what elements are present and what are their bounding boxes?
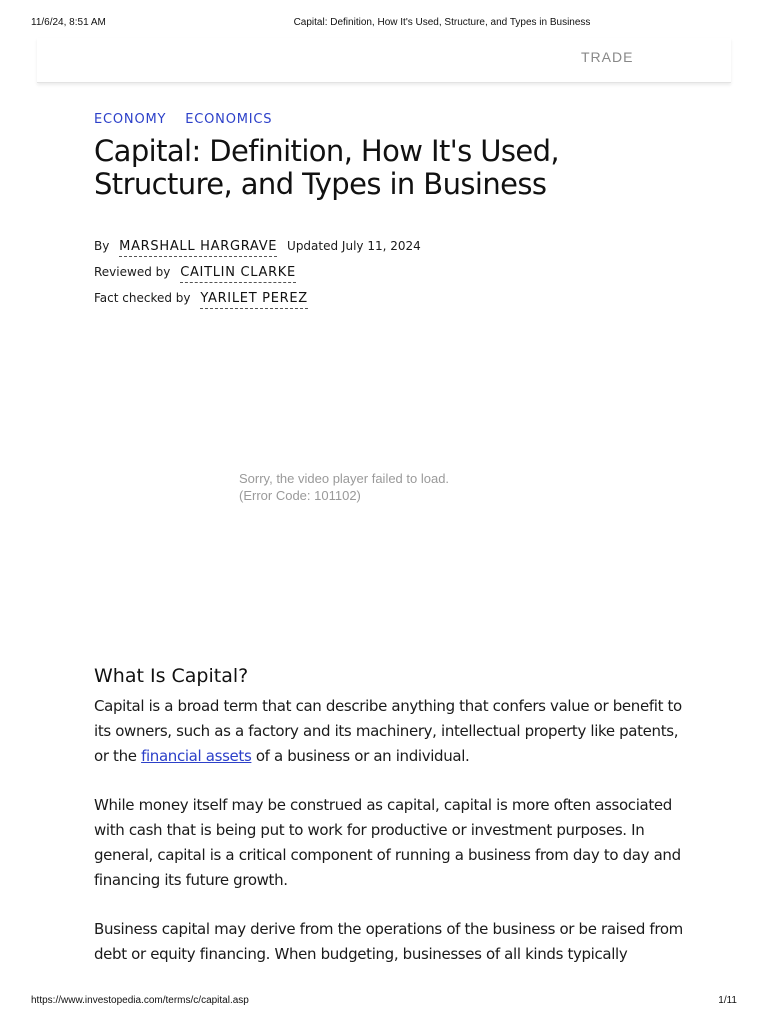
paragraph-2: While money itself may be construed as capital, capital is more often associated with cash that is being put to work for productive or investment purposes. In general, capital is a critical component of running a business from day to day and financing its future growth. [94,796,681,889]
fact-checker-link[interactable]: YARILET PEREZ [200,291,308,309]
reviewed-by-label: Reviewed by [94,265,171,279]
print-datetime: 11/6/24, 8:51 AM [31,17,106,28]
by-label: By [94,239,110,253]
article-tags [94,111,272,129]
print-page-number: 1/11 [718,995,737,1006]
print-header [0,17,768,31]
financial-assets-link[interactable]: financial assets [141,747,252,765]
site-top-bar [37,38,731,83]
tag-economy[interactable]: ECONOMY [94,112,167,127]
print-document-title: Capital: Definition, How It's Used, Structure, and Types in Business [293,17,591,28]
updated-date: Updated July 11, 2024 [287,239,421,253]
video-error-line: Sorry, the video player failed to load. [239,471,450,486]
byline-fact-checker-row [94,289,308,308]
byline-reviewer-row [94,263,296,282]
print-url: https://www.investopedia.com/terms/c/capital.asp [31,995,249,1006]
paragraph-1-text-b: of a business or an individual. [251,747,470,765]
reviewer-link[interactable]: CAITLIN CLARKE [180,265,296,283]
paragraph-1-text-a: Capital is a broad term that can describe anything that confers value or benefit to its owners, such as a factory and its machinery, intellectual property like patents, or the [94,697,682,765]
video-error-code: (Error Code: 101102) [239,488,361,503]
section-heading: What Is Capital? [94,665,249,687]
video-error-message [239,470,449,504]
author-link[interactable]: MARSHALL HARGRAVE [119,239,277,257]
video-player[interactable] [94,322,674,652]
tag-economics[interactable]: ECONOMICS [185,112,273,127]
paragraph-1 [94,694,684,769]
byline-author-row [94,237,421,256]
paragraph-3: Business capital may derive from the operations of the business or be raised from debt or equity financing. When budgeting, businesses of all kinds typically [94,920,683,963]
print-footer [0,995,768,1009]
trade-nav-link[interactable]: TRADE [581,49,634,65]
fact-checked-by-label: Fact checked by [94,291,191,305]
article-title: Capital: Definition, How It's Used, Structure, and Types in Business [94,134,560,201]
